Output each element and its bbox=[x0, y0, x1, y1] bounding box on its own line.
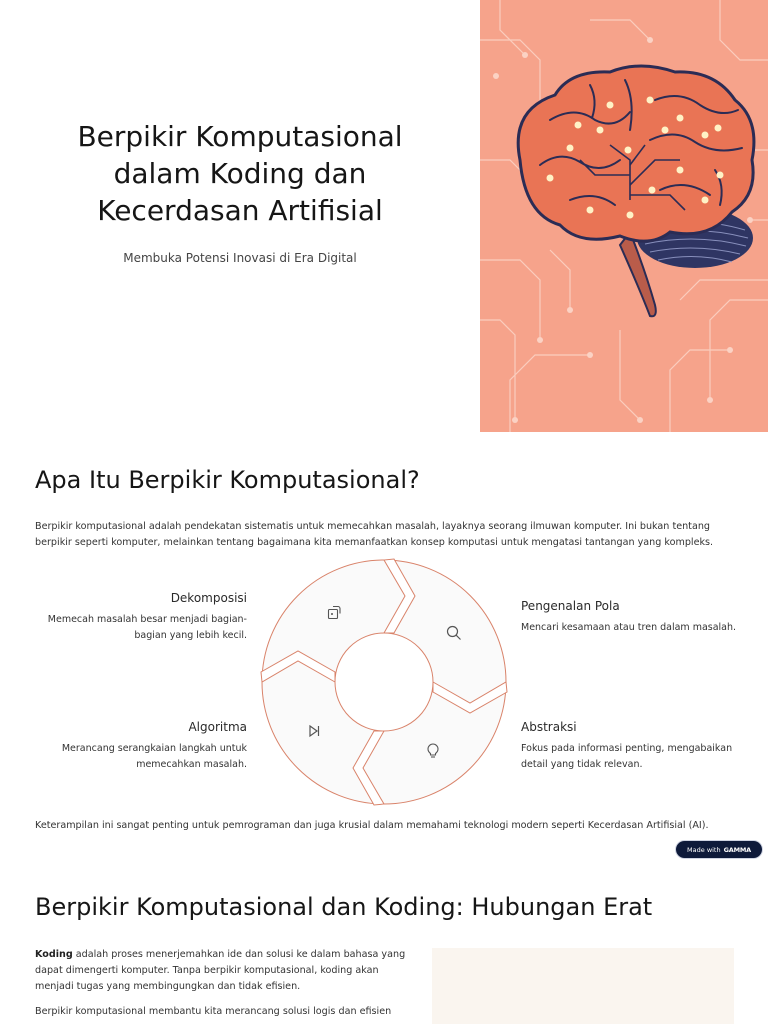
section-ct-and-coding bbox=[35, 893, 735, 921]
badge-brand: GAMMA bbox=[723, 845, 751, 854]
cycle-diagram bbox=[260, 558, 508, 806]
step-desc: Merancang serangkaian langkah untuk memecahkan masalah. bbox=[61, 743, 247, 770]
bold-term: Koding bbox=[35, 949, 73, 960]
step-title: Dekomposisi bbox=[170, 591, 247, 605]
puzzle-icon bbox=[327, 604, 343, 620]
step-title: Abstraksi bbox=[521, 720, 577, 734]
paragraph: Berpikir komputasional membantu kita merancang solusi logis dan efisien bbox=[35, 1006, 392, 1017]
section-body bbox=[35, 947, 415, 1029]
made-with-gamma-badge[interactable] bbox=[676, 841, 762, 858]
hero-section bbox=[0, 0, 768, 432]
badge-prefix: Made with bbox=[687, 845, 721, 854]
step-title: Algoritma bbox=[188, 720, 247, 734]
step-title: Pengenalan Pola bbox=[521, 599, 620, 613]
step-decomposition bbox=[35, 590, 247, 644]
step-algorithm bbox=[45, 719, 247, 773]
lightbulb-icon bbox=[426, 743, 440, 759]
step-desc: Memecah masalah besar menjadi bagian-bagian yang lebih kecil. bbox=[47, 614, 247, 641]
step-pattern-recognition bbox=[521, 598, 761, 636]
skip-forward-icon bbox=[307, 724, 321, 738]
step-abstraction bbox=[521, 719, 741, 773]
brain-circuit-illustration bbox=[480, 0, 768, 432]
section-image bbox=[432, 948, 734, 1024]
search-icon bbox=[446, 625, 462, 641]
section-intro: Berpikir komputasional adalah pendekatan sistematis untuk memecahkan masalah, layaknya seorang ilmuwan komputer. Ini bukan tentang berpikir seperti komputer, melainkan tentang bagaimana kita memanfaatkan konsep komputasi untuk mengatasi tantangan yang kompleks. bbox=[35, 521, 714, 548]
hero-subtitle: Membuka Potensi Inovasi di Era Digital bbox=[123, 250, 357, 265]
paragraph bbox=[35, 947, 415, 995]
step-desc: Fokus pada informasi penting, mengabaikan detail yang tidak relevan. bbox=[521, 743, 733, 770]
section-title: Apa Itu Berpikir Komputasional? bbox=[35, 466, 420, 494]
section-what-is-ct bbox=[35, 466, 735, 494]
brain-icon bbox=[480, 0, 768, 432]
step-desc: Mencari kesamaan atau tren dalam masalah. bbox=[521, 622, 737, 633]
section-title: Berpikir Komputasional dan Koding: Hubungan Erat bbox=[35, 893, 653, 921]
section-outro: Keterampilan ini sangat penting untuk pemrograman dan juga krusial dalam memahami teknologi modern seperti Kecerdasan Artifisial (AI). bbox=[35, 820, 709, 831]
paragraph-text: adalah proses menerjemahkan ide dan solusi ke dalam bahasa yang dapat dimengerti komputer. Tanpa berpikir komputasional, koding akan menjadi tugas yang membingungkan dan tidak efisien. bbox=[35, 949, 406, 992]
page-title: Berpikir Komputasional dalam Koding dan Kecerdasan Artifisial bbox=[77, 119, 403, 227]
hero-text-block bbox=[0, 0, 480, 432]
